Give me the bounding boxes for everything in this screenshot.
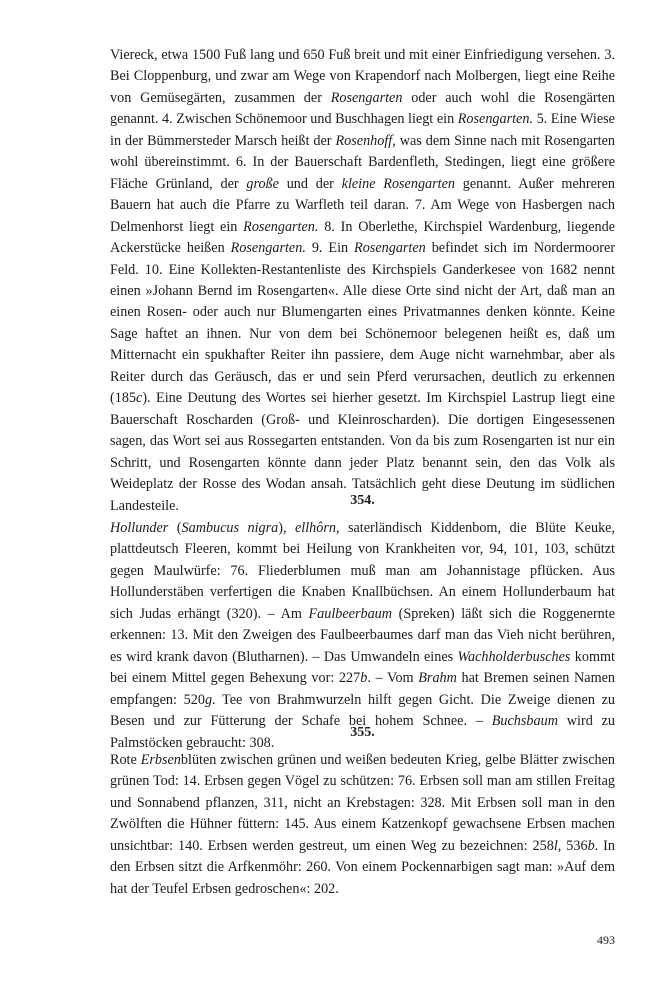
section-heading-354: 354. [350, 493, 375, 508]
text-run: oder auch wohl die Rosengärten genannt. 4. Zwischen Schönemoor und Buschhagen liegt ein [110, 89, 615, 128]
italic-run: b [360, 670, 368, 687]
text-run: . In den Erbsen sitzt die Arfkenmöhr: 260. Von einem Pockennarbigen sagt man: »Auf dem hat der Teufel Erbsen gedroschen«: 202. [110, 837, 615, 897]
italic-run: kleine Rosengarten [341, 175, 455, 192]
text-run: . Tee von Brahmwurzeln hilft gegen Gicht. Die Zweige dienen zu Besen und zur Fütterung der Schafe bei hohem Schnee. – [110, 691, 616, 730]
text-run: hat Bremen seinen Namen empfangen: 520 [110, 670, 615, 708]
paragraph-355 [110, 750, 615, 900]
text-run: ( [168, 520, 182, 536]
italic-run: Rosengarten. [457, 111, 533, 128]
text-run: ). Eine Deutung des Wortes sei hierher gesetzt. Im Kirchspiel Lastrup liegt eine Bauerschaft Roscharden (Groß- und Kleinroscharden). Die dortigen Eingesessenen sagen, das Wort sei aus Rossegarten entstanden. Von da bis zum Rosengarten ist nur ein Schritt, und Rosengarten könnte dann jeder Platz benannt sein, den das Volk als Weideplatz der Rosse des Wodan ansah. Tatsächlich geht diese Deutung im südlichen Landesteile. [110, 390, 615, 514]
text-run: genannt. Außer mehreren Bauern hat auch die Pfarre zu Warfleth teil daran. 7. Am Wege von Hasbergen nach Delmenhorst liegt ein [110, 175, 615, 235]
text-run: und der [278, 175, 342, 192]
italic-run: ellhôrn, [294, 520, 340, 536]
text-run: befindet sich im Nordermoorer Feld. 10. Eine Kollekten-Restantenliste des Kirchspiels Ganderkesee von 1682 nennt einen »Johann Bernd im Rosengarten«. Alle diese Orte sind nicht der Art, daß man an einen Rosen- oder auch nur Blumengarten eines Privatmannes denken könnte. Keine Sage haftet an ihnen. Nur von dem bei Schönemoor belegenen heißt es, daß um Mitternacht ein spukhafter Reiter ihn passiere, dem Auge nicht warnehmbar, aber als Reiter durch das Geräusch, das er und sein Pferd verursachen, deutlich zu erkennen (185 [110, 240, 615, 407]
text-run: Viereck, etwa 1500 Fuß lang und 650 Fuß breit und mit einer Einfriedigung versehen. 3. Bei Cloppenburg, und zwar am Wege von Krapendorf nach Molbergen, liegt eine Reihe von Gemüsegärten, zusammen der [110, 47, 615, 106]
text-run: 9. Ein [305, 240, 355, 257]
text-run: 8. In Oberlethe, Kirchspiel Wardenburg, liegende Ackerstücke heißen [110, 218, 615, 257]
text-run: wird zu Palmstöcken gebraucht: 308. [110, 713, 615, 751]
text-run: . – Vom [367, 670, 419, 687]
italic-run: Wachholderbusches [457, 648, 571, 665]
paragraph-354 [110, 518, 615, 754]
italic-run: Rosengarten [354, 240, 426, 257]
text-run: (Spreken) läßt sich die Roggenernte erkennen: 13. Mit den Zweigen des Faulbeerbaumes darf man das Vieh nicht berühren, es wird krank davon (Blutharnen). – Das Umwandeln eines [110, 605, 615, 665]
italic-run: Rosengarten. [230, 240, 306, 257]
text-run: Rote [110, 752, 141, 768]
text-run: was dem Sinne nach mit Rosengarten wohl übereinstimmt. 6. In der Bauerschaft Bardenfleth, Stedingen, liegt eine größere Fläche Grünland, der [110, 132, 615, 192]
italic-run: große [246, 175, 279, 192]
italic-run: Erbsen [140, 752, 181, 768]
text-run: ), [278, 520, 295, 536]
text-run: 5. Eine Wiese in der Bümmersteder Marsch heißt der [110, 111, 615, 149]
italic-run: Rosengarten. [243, 218, 319, 235]
section-heading-355: 355. [350, 725, 375, 740]
italic-run: Hollunder [110, 520, 169, 536]
page-number: 493 [597, 933, 615, 947]
text-run: , 536 [557, 837, 588, 854]
italic-run: g [204, 691, 213, 708]
italic-run: Sambucus nigra [181, 520, 279, 536]
text-run: saterländisch Kiddenbom, die Blüte Keuke, plattdeutsch Fleeren, kommt bei Heilung von Krankheiten vor, 94, 101, 103, schützt gegen Maulwürfe: 76. Fliederblumen muß man am Johannistage pflücken. Aus Hollunderstäben verfertigen die Knaben Knallbüchsen. An einem Hollunderbaum hat sich Judas erhängt (320). – Am [110, 520, 616, 622]
italic-run: Brahm [418, 670, 457, 687]
text-run: blüten zwischen grünen und weißen bedeuten Krieg, gelbe Blätter zwischen grünen Tod: 14. Erbsen gegen Vögel zu schützen: 76. Erbsen soll man am stillen Freitag und Sonnabend pflanzen, 311, nicht an Krebstagen: 328. Mit Erbsen soll man in den Zwölften die Hühner füttern: 145. Aus einem Katzenkopf gewachsene Erbsen machen unsichtbar: 140. Erbsen werden gestreut, um einen Weg zu bezeichnen: 258 [110, 752, 616, 854]
paragraph-353-continued [110, 45, 615, 517]
text-run: kommt bei einem Mittel gegen Behexung vor: 227 [110, 648, 615, 687]
italic-run: Buchsbaum [491, 713, 558, 730]
italic-run: b [587, 837, 595, 854]
italic-run: Rosenhoff, [335, 132, 396, 149]
italic-run: Faulbeerbaum [308, 605, 393, 622]
italic-run: l [553, 837, 558, 854]
italic-run: c [136, 390, 143, 407]
italic-run: Rosengarten [330, 89, 403, 106]
